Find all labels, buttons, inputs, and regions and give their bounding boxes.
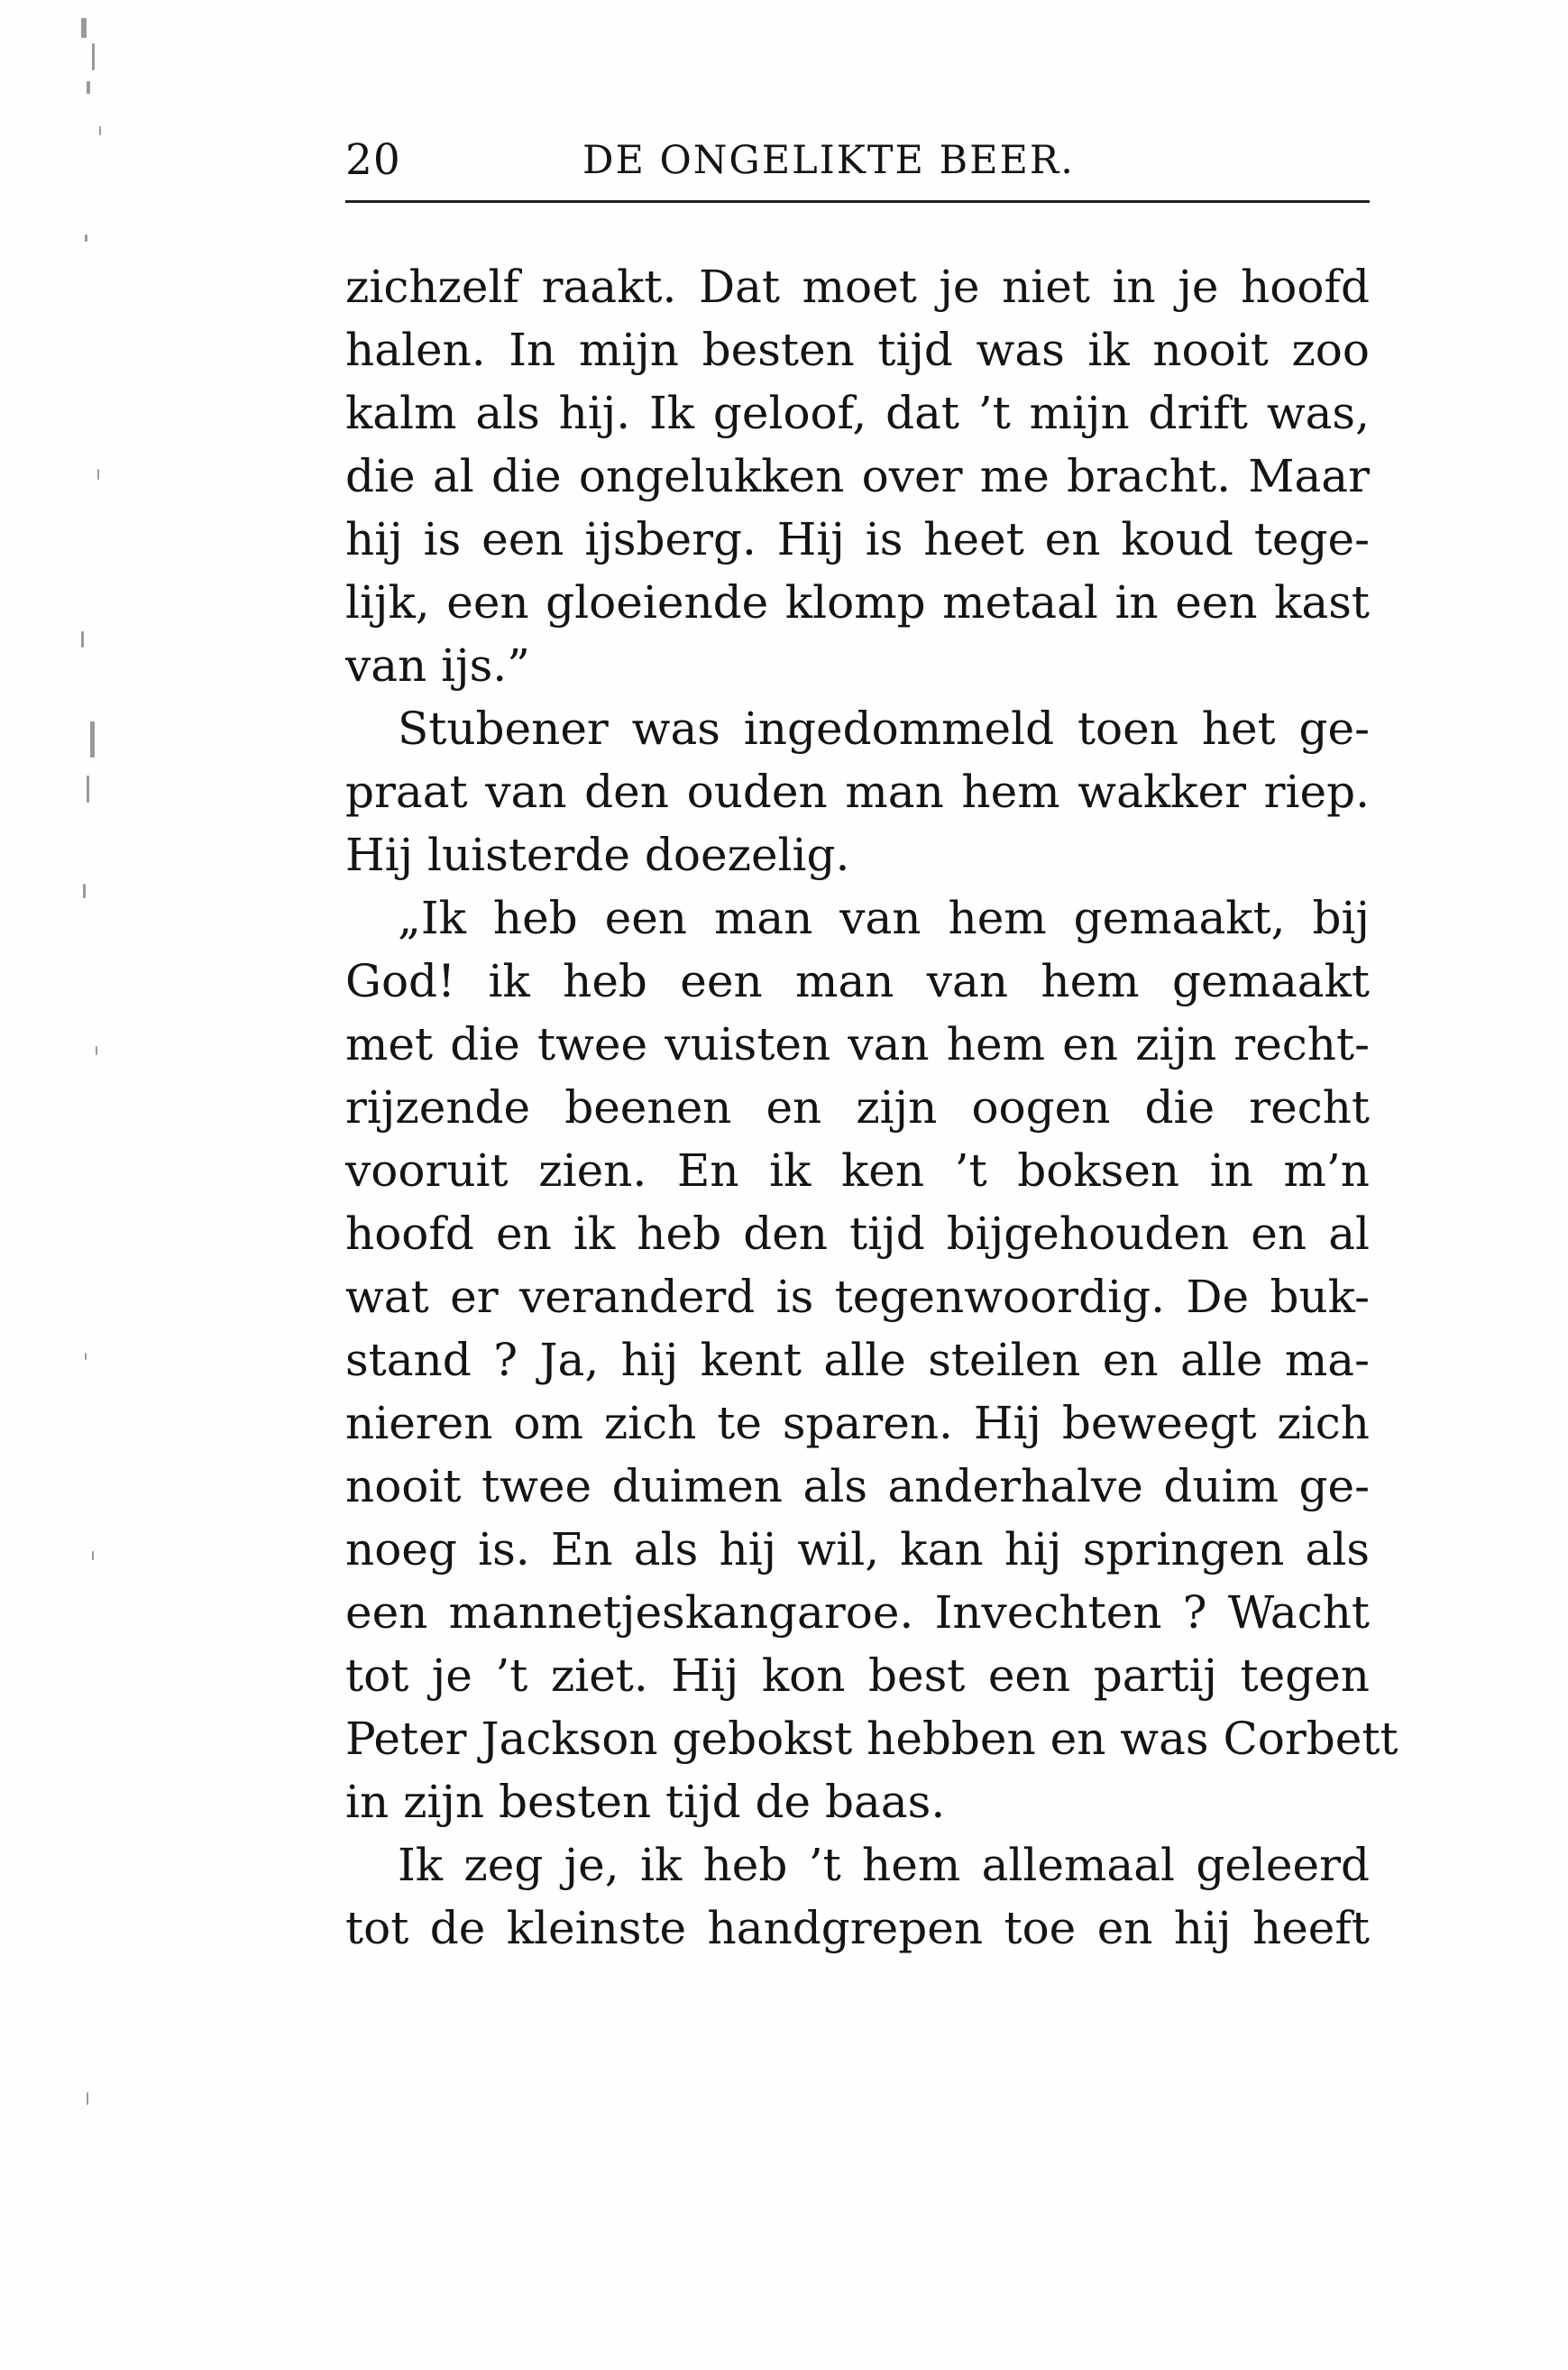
text-line: Ik zeg je, ik heb ’t hem allemaal geleerd xyxy=(398,1839,1370,1891)
body-text xyxy=(345,255,1398,1960)
text-line: tot de kleinste handgrepen toe en hij heeft xyxy=(345,1902,1370,1954)
binding-speckles xyxy=(54,0,135,2370)
text-line: zichzelf raakt. Dat moet je niet in je hoofd xyxy=(345,261,1370,313)
text-line: die al die ongelukken over me bracht. Maar xyxy=(345,450,1370,502)
text-line: Hij luisterde doezelig. xyxy=(345,829,850,881)
text-line: tot je ’t ziet. Hij kon best een partij tegen xyxy=(345,1649,1370,1702)
text-line: in zijn besten tijd de baas. xyxy=(345,1776,946,1828)
text-line: hij is een ijsberg. Hij is heet en koud tege- xyxy=(345,513,1370,565)
text-line: hoofd en ik heb den tijd bijgehouden en al xyxy=(345,1208,1370,1260)
text-line: lijk, een gloeiende klomp metaal in een kast xyxy=(345,576,1370,629)
text-line: een mannetjeskangaroe. Invechten ? Wacht xyxy=(345,1586,1370,1639)
text-line: praat van den ouden man hem wakker riep. xyxy=(345,766,1370,818)
text-line: God! ik heb een man van hem gemaakt xyxy=(345,955,1370,1007)
text-line: stand ? Ja, hij kent alle steilen en alle ma- xyxy=(345,1334,1370,1386)
running-title: DE ONGELIKTE BEER. xyxy=(582,138,1075,183)
header-rule xyxy=(345,200,1370,203)
text-line: Peter Jackson gebokst hebben en was Corbett xyxy=(345,1713,1398,1765)
text-line: vooruit zien. En ik ken ’t boksen in m’n xyxy=(345,1144,1370,1197)
text-line: halen. In mijn besten tijd was ik nooit zoo xyxy=(345,324,1370,376)
text-line: nooit twee duimen als anderhalve duim ge- xyxy=(345,1460,1370,1512)
text-line: kalm als hij. Ik geloof, dat ’t mijn drift was, xyxy=(345,387,1370,439)
text-line: nieren om zich te sparen. Hij beweegt zich xyxy=(345,1397,1370,1449)
text-line: van ijs.” xyxy=(345,639,530,692)
text-line: noeg is. En als hij wil, kan hij springen als xyxy=(345,1523,1370,1575)
running-header xyxy=(345,133,1370,197)
page-number: 20 xyxy=(345,135,401,185)
text-line: „Ik heb een man van hem gemaakt, bij xyxy=(398,892,1370,944)
text-line: met die twee vuisten van hem en zijn recht- xyxy=(345,1018,1370,1070)
text-line: wat er veranderd is tegenwoordig. De buk- xyxy=(345,1271,1370,1323)
text-line: rijzende beenen en zijn oogen die recht xyxy=(345,1081,1370,1134)
text-line: Stubener was ingedommeld toen het ge- xyxy=(398,703,1370,755)
